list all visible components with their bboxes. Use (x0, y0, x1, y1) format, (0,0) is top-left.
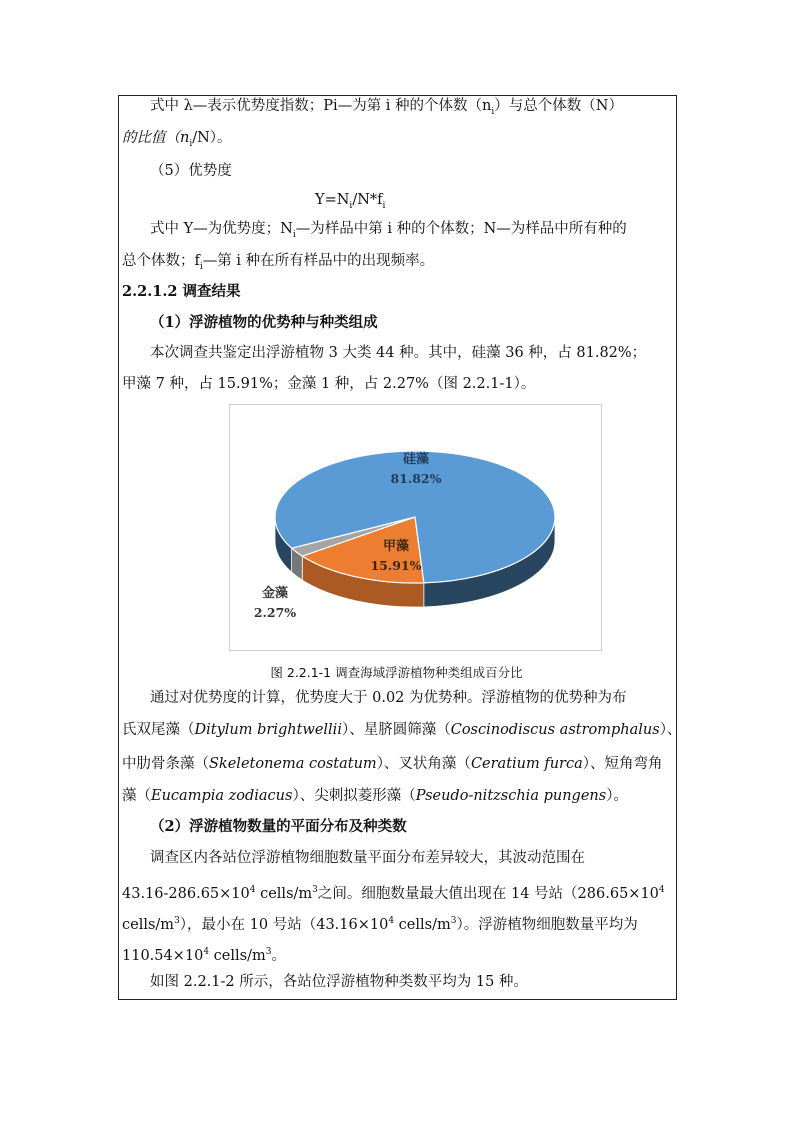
pie-chart (230, 405, 601, 650)
subsection-heading: （2）浮游植物数量的平面分布及种类数 (150, 818, 407, 835)
pie-value-label: 15.91% (370, 558, 422, 573)
text-line: 中肋骨条藻（Skeletonema costatum）、叉状角藻（Ceratium furca）、短角弯角 (122, 756, 663, 772)
section-heading: 2.2.1.2 调查结果 (122, 283, 241, 300)
pie-chart-box (229, 404, 602, 651)
text-line: 藻（Eucampia zodiacus）、尖刺拟菱形藻（Pseudo-nitzschia pungens）。 (122, 788, 628, 804)
subsection-heading: （1）浮游植物的优势种与种类组成 (150, 314, 378, 331)
pie-category-label: 甲藻 (382, 539, 410, 554)
text-line: 总个体数；$f_i—$第 i 种在所有样品中的出现频率。 (122, 253, 435, 272)
text-line: 式中 Y—为优势度；$N_i—$为样品中第 i 种的个体数；N—为样品中所有种的 (150, 221, 627, 240)
text-line: 氏双尾藻（Ditylum brightwellii）、星脐圆筛藻（Coscinodiscus astromphalus）、 (122, 722, 682, 738)
pie-category-label: 硅藻 (402, 452, 430, 467)
text-line: 式中 λ—表示优势度指数；Pi—为第 i 种的个体数$(n_i)$与总个体数（N） (150, 98, 623, 117)
text-line: $43.16-286.65\times 10^4$ cells/$m^3$之间。细胞数量最大值出现在 14 号站（$286.65\times 10^4$ (122, 885, 665, 902)
text-line: （5）优势度 (150, 163, 232, 179)
pie-value-label: 2.27% (253, 605, 297, 620)
text-line: 如图 2.2.1-2 所示，各站位浮游植物种类数平均为 15 种。 (150, 974, 528, 990)
figure-caption: 图 2.2.1-1 调查海域浮游植物种类组成百分比 (270, 665, 523, 680)
text-line: cells/$m^3$），最小在 10 号站（$43.16\times 10^4$ cells/$m^3$）。浮游植物细胞数量平均为 (122, 916, 638, 933)
text-line: $110.54\times 10^4$ cells/$m^3$。 (122, 947, 286, 964)
text-line: 调查区内各站位浮游植物细胞数量平面分布差异较大，其波动范围在 (150, 850, 585, 866)
text-line: 本次调查共鉴定出浮游植物 3 大类 44 种。其中，硅藻 36 种，占 81.82%； (150, 345, 647, 361)
pie-value-label: 81.82% (390, 471, 442, 486)
text-line: 的比值$(n_i/N)$。 (122, 130, 232, 149)
formula: $Y=N_i/N*f_i$ (315, 192, 386, 211)
text-line: 通过对优势度的计算，优势度大于 0.02 为优势种。浮游植物的优势种为布 (150, 690, 627, 706)
pie-category-label: 金藻 (261, 586, 289, 601)
text-line: 甲藻 7 种，占 15.91%；金藻 1 种，占 2.27%（图 2.2.1-1）。 (122, 376, 536, 392)
